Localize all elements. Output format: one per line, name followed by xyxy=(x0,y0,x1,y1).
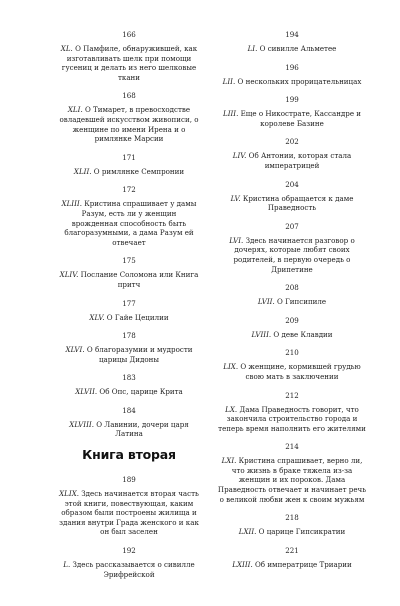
book-section-heading: Книга вторая xyxy=(82,447,176,463)
chapter-numeral: LXIII. xyxy=(232,559,253,569)
page-number: 183 xyxy=(122,373,136,383)
entry-text: О римлянке Семпронии xyxy=(93,166,185,176)
chapter-numeral: LX. xyxy=(225,404,238,414)
entry-title xyxy=(216,456,368,504)
entry-text: О Памфиле, обнаружившей, как изготавливать шелк при помощи гусениц и делать из него шелковые ткани xyxy=(61,44,198,82)
toc-entry xyxy=(216,30,368,54)
toc-entries-part-two xyxy=(58,475,200,579)
toc-entry xyxy=(216,180,368,213)
chapter-numeral: LII. xyxy=(222,76,236,86)
toc-entry xyxy=(216,546,368,570)
toc-entry xyxy=(216,513,368,537)
chapter-numeral: LVII. xyxy=(257,297,275,307)
toc-entry xyxy=(58,91,200,143)
toc-entry xyxy=(58,153,200,177)
toc-entry xyxy=(58,406,200,439)
page-number: 178 xyxy=(122,331,136,341)
toc-entry xyxy=(58,256,200,289)
entry-text: О царице Гипсикратии xyxy=(258,527,346,537)
entry-title xyxy=(58,560,200,579)
toc-entry xyxy=(216,348,368,381)
entry-text: О Тимарет, в превосходстве овладевшей искусством живописи, о женщине по имени Ирена и о римлянке Марсии xyxy=(59,105,199,144)
chapter-numeral: LVIII. xyxy=(251,329,272,339)
page-number: 202 xyxy=(285,137,299,147)
entry-text: Послание Соломона или Книга притч xyxy=(80,270,199,289)
entry-title xyxy=(216,527,368,537)
chapter-numeral: LIII. xyxy=(222,109,239,119)
chapter-numeral: XLV. xyxy=(89,312,105,322)
toc-entry xyxy=(58,299,200,323)
entry-text: О деве Клавдии xyxy=(273,329,333,339)
entry-title xyxy=(58,44,200,82)
chapter-numeral: LV. xyxy=(230,193,241,203)
page-number: 207 xyxy=(285,221,299,231)
entry-title xyxy=(58,270,200,289)
chapter-numeral: XLIV. xyxy=(59,270,79,280)
chapter-numeral: LIV. xyxy=(232,151,247,161)
page-number: 175 xyxy=(122,256,136,266)
page-number: 214 xyxy=(285,442,299,452)
entry-text: Об императрице Триарии xyxy=(254,559,352,569)
chapter-numeral: LXI. xyxy=(221,456,237,466)
page-number: 189 xyxy=(122,475,136,485)
toc-left-column xyxy=(58,30,200,588)
chapter-numeral: LVI. xyxy=(229,235,244,245)
entry-text: Здесь рассказывается о сивилле Эрифрейской xyxy=(72,560,195,579)
chapter-numeral: XLVIII. xyxy=(69,419,94,429)
chapter-numeral: LIX. xyxy=(223,362,239,372)
entry-text: О благоразумии и мудрости царицы Дидоны xyxy=(86,345,193,364)
toc-entry xyxy=(216,316,368,340)
toc-entry xyxy=(216,283,368,307)
page-number: 199 xyxy=(285,95,299,105)
page-number: 208 xyxy=(285,283,299,293)
chapter-numeral: XLIX. xyxy=(59,489,79,499)
chapter-numeral: XLVI. xyxy=(65,345,85,355)
entry-text: Кристина обращается к даме Праведность xyxy=(242,193,354,213)
page-number: 171 xyxy=(122,152,136,162)
entry-text: Об Антонии, которая стала императрицей xyxy=(248,151,352,170)
entry-title xyxy=(216,236,368,274)
page-number: 194 xyxy=(285,30,299,39)
chapter-numeral: XLIII. xyxy=(61,199,82,209)
entry-title xyxy=(58,387,200,397)
entry-title xyxy=(216,330,368,340)
page-number: 184 xyxy=(122,405,136,415)
toc-entry xyxy=(58,475,200,537)
toc-entry xyxy=(216,391,368,434)
entry-title xyxy=(58,199,200,247)
toc-entry xyxy=(58,373,200,397)
chapter-numeral: XLVII. xyxy=(75,387,98,397)
entry-title xyxy=(216,109,368,128)
entry-title xyxy=(58,167,200,177)
entry-text: Здесь начинается вторая часть этой книги, повествующая, каким образом были построены жилища и здания внутри Града женского и как он был заселен xyxy=(59,489,199,537)
entry-text: О женщине, кормившей грудью свою мать в заключении xyxy=(240,362,361,381)
page-number: 196 xyxy=(285,62,299,72)
entry-title xyxy=(216,194,368,213)
page-number: 168 xyxy=(122,91,136,101)
toc-entry xyxy=(58,30,200,82)
entry-text: О Лавинии, дочери царя Латина xyxy=(96,419,189,439)
entry-text: Об Опс, царице Крита xyxy=(99,387,183,397)
entry-title xyxy=(58,313,200,323)
entry-text: Кристина спрашивает у дамы Разум, есть ли у женщин врожденная способность быть благоразумными, а дама Разум ей отвечает xyxy=(64,199,197,247)
chapter-numeral: XLII. xyxy=(73,166,92,176)
toc-entry xyxy=(216,137,368,170)
entry-text: Еще о Никострате, Кассандре и королеве Базине xyxy=(240,109,362,128)
entry-title xyxy=(216,297,368,307)
entry-text: Дама Праведность говорит, что закончила строительство города и теперь время наполнить его жителями xyxy=(218,404,366,433)
entry-title xyxy=(216,560,368,570)
entry-text: Здесь начинается разговор о дочерях, которые любят своих родителей, в первую очередь о Дрипетине xyxy=(233,235,355,274)
entry-title xyxy=(58,345,200,364)
toc-right-column xyxy=(216,30,368,578)
page-number: 177 xyxy=(122,298,136,308)
entry-text: О нескольких прорицательницах xyxy=(237,76,362,86)
entry-text: О сивилле Альметее xyxy=(259,44,337,53)
page-number: 209 xyxy=(285,315,299,325)
toc-entries-part-one xyxy=(58,30,200,439)
page-number: 212 xyxy=(285,390,299,400)
entry-title xyxy=(216,405,368,434)
page-number: 221 xyxy=(285,545,299,555)
entry-text: Кристина спрашивает, верно ли, что жизнь в браке тяжела из-за женщин и их пороков. Дама Праведность отвечает и начинает речь о великой любви жен к своим мужьям xyxy=(217,456,367,504)
toc-entry xyxy=(216,63,368,87)
chapter-numeral: XL. xyxy=(60,44,73,53)
entry-title xyxy=(216,362,368,381)
toc-entry xyxy=(216,442,368,504)
page-number: 166 xyxy=(122,30,136,39)
page-number: 204 xyxy=(285,179,299,189)
toc-entry xyxy=(216,95,368,128)
chapter-numeral: XLI. xyxy=(67,105,83,115)
entry-title xyxy=(58,105,200,143)
entry-text: О Гипсипиле xyxy=(277,297,327,307)
entry-title xyxy=(216,151,368,170)
page-number: 192 xyxy=(122,546,136,556)
entry-title xyxy=(216,77,368,87)
chapter-numeral: LI. xyxy=(247,44,258,53)
chapter-numeral: LXII. xyxy=(238,527,257,537)
entry-title xyxy=(58,420,200,439)
page-number: 172 xyxy=(122,185,136,195)
entry-text: О Гайе Цецилии xyxy=(106,312,169,322)
page-number: 210 xyxy=(285,348,299,358)
chapter-numeral: L. xyxy=(63,560,71,570)
entry-title xyxy=(58,489,200,537)
entry-title xyxy=(216,44,368,54)
toc-entry xyxy=(216,222,368,274)
page-number: 218 xyxy=(285,513,299,523)
toc-entry xyxy=(58,546,200,579)
toc-entry xyxy=(58,185,200,247)
toc-entry xyxy=(58,331,200,364)
